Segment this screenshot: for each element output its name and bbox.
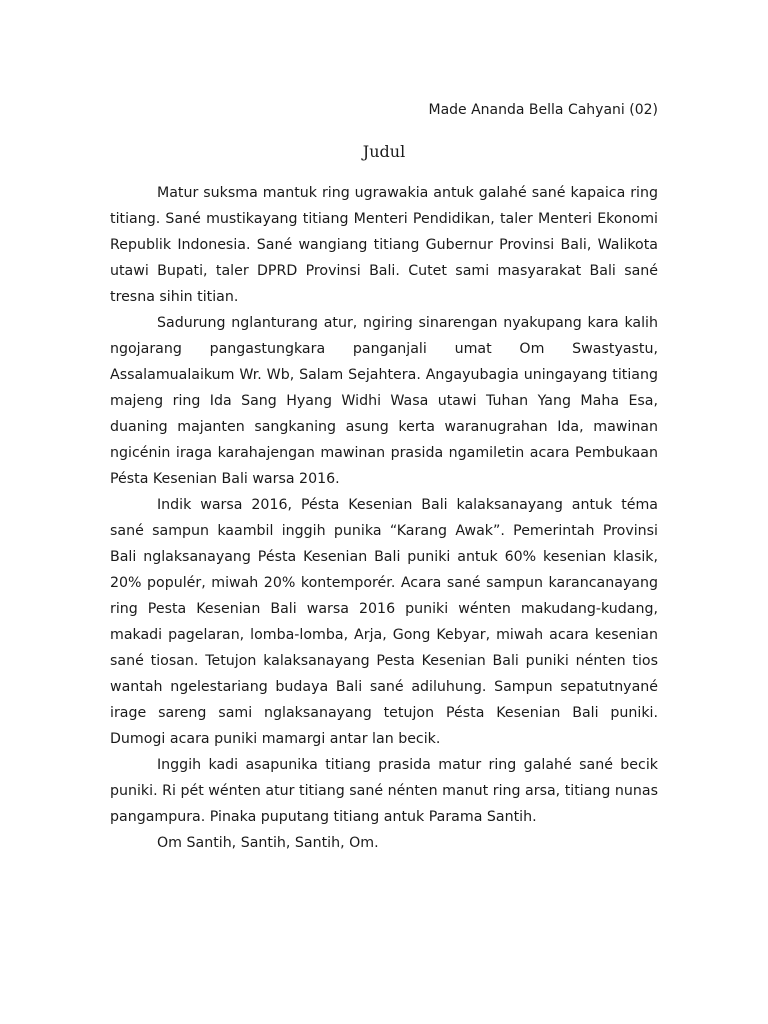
paragraph-3: Indik warsa 2016, Pésta Kesenian Bali kalaksanayang antuk téma sané sampun kaambil inggih punika “Karang Awak”. Pemerintah Provinsi Bali nglaksanayang Pésta Kesenian Bali puniki antuk 60% kesenian klasik, 20% populér, miwah 20% kontemporér. Acara sané sampun karancanayang ring Pesta Kesenian Bali warsa 2016 puniki wénten makudang-kudang, makadi pagelaran, lomba-lomba, Arja, Gong Kebyar, miwah acara kesenian sané tiosan. Tetujon kalaksanayang Pesta Kesenian Bali puniki nénten tios wantah ngelestariang budaya Bali sané adiluhung. Sampun sepatutnyané irage sareng sami nglaksanayang tetujon Pésta Kesenian Bali puniki. Dumogi acara puniki mamargi antar lan becik. — [110, 497, 658, 747]
document-title: Judul — [362, 142, 406, 161]
paragraph-1: Matur suksma mantuk ring ugrawakia antuk galahé sané kapaica ring titiang. Sané mustikayang titiang Menteri Pendidikan, taler Menteri Ekonomi Republik Indonesia. Sané wangiang titiang Gubernur Provinsi Bali, Walikota utawi Bupati, taler DPRD Provinsi Bali. Cutet sami masyarakat Bali sané tresna sihin titian. — [110, 185, 658, 305]
paragraph-5: Om Santih, Santih, Santih, Om. — [157, 835, 379, 851]
paragraph-2: Sadurung nglanturang atur, ngiring sinarengan nyakupang kara kalih ngojarang pangastungkara panganjali umat Om Swastyastu, Assalamualaikum Wr. Wb, Salam Sejahtera. Angayubagia uningayang titiang majeng ring Ida Sang Hyang Widhi Wasa utawi Tuhan Yang Maha Esa, duaning majanten sangkaning asung kerta waranugrahan Ida, mawinan ngicénin iraga karahajengan mawinan prasida ngamiletin acara Pembukaan Pésta Kesenian Bali warsa 2016. — [110, 315, 658, 487]
document-body — [110, 180, 658, 856]
author-line: Made Ananda Bella Cahyani (02) — [428, 102, 658, 118]
paragraph-4: Inggih kadi asapunika titiang prasida matur ring galahé sané becik puniki. Ri pét wénten atur titiang sané nénten manut ring arsa, titiang nunas pangampura. Pinaka puputang titiang antuk Parama Santih. — [110, 757, 658, 825]
